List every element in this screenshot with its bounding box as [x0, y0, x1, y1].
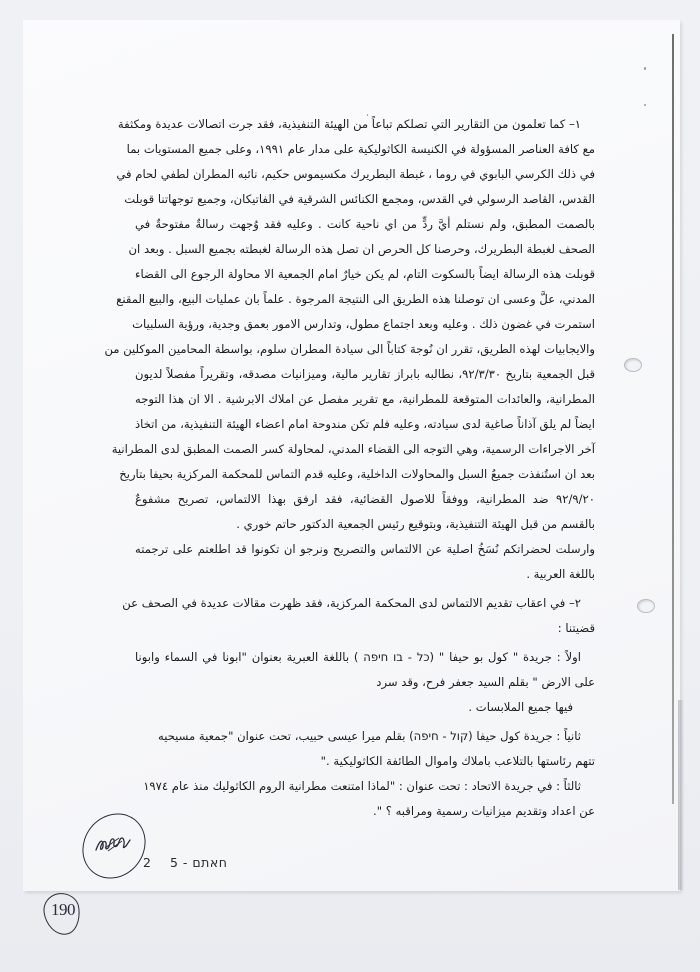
text-line: تتهم رئاستها بالتلاعب باملاك واموال الطائفة الكاثوليكية .": [320, 754, 595, 768]
text-line: بعد ان استُنفذت جميعُ السبل والمحاولات الداخلية، وعليه قدم التماس للمحكمة المركزية بحيفا بتاريخ: [119, 467, 595, 481]
text-line: ١– كما تعلمون من التقارير التي تصلكم تباعاً من الهيئة التنفيذية، فقد جرت اتصالات عديدة ومكثفة: [117, 117, 581, 131]
text-line: استمرت في غضون ذلك . وعليه وبعد اجتماع مطول، وتدارس الامور بعمق وجدية، ورؤية السلبيات: [132, 317, 595, 331]
text-line: اولاً : جريدة " كول بو حيفا " (כל - בו חיפה ) باللغة العبرية بعنوان "ابونا في السماء وابونا: [135, 650, 581, 664]
text-line: ٩٢/٩/٢٠ ضد المطرانية، ووفقاً للاصول القضائية، فقد ارفق بهذا الالتماس، تصريح مشفوعٌ: [135, 492, 595, 506]
text-line: ٢– في اعقاب تقديم الالتماس لدى المحكمة المركزية، فقد ظهرت مقالات عديدة في الصحف عن: [122, 596, 581, 610]
reference-label: חאתם - 5: [169, 855, 228, 870]
text-line: بالقسم من قبل الهيئة التنفيذية، وبتوقيع رئيس الجمعية الدكتور حاتم خوري .: [236, 517, 595, 531]
text-line: قوبلت هذه الرسالة ايضاً بالسكوت التام، لم يكن خيارٌ امام الجمعية الا محاولة الرجوع الى القضاء: [135, 267, 595, 281]
text-line: قبل الجمعية بتاريخ ٩٢/٣/٣٠، نطالبه بابراز تقارير مالية، وميزانيات مصدقه، وتقريراً مفصلاً لديون: [135, 367, 595, 381]
text-line: الصحف لغبطة البطريرك، وحرصنا كل الحرص ان تصل هذه الرسالة لغبطته بجميع السبل . وبعد ان: [128, 242, 595, 256]
text-line: ايضاً لم يلق آذاناً صاغية لدى سيادته، وعليه فلم تكن مندوحة امام اعضاء الهيئة التنفيذية، من اتخاذ: [135, 417, 595, 431]
press-item-third: [135, 774, 595, 824]
document-reference-code: [143, 855, 227, 870]
press-item-first: [135, 645, 595, 720]
press-item-second: [135, 724, 595, 774]
paragraph-1: [104, 112, 595, 587]
punch-hole-bottom: [637, 599, 655, 613]
punch-hole-top: [624, 358, 642, 372]
text-line: في ذلك الكرسي البابوي في روما ، غبطة البطريرك مكسيموس حكيم، نائبه المطران لطفي لحام في: [116, 167, 595, 181]
text-line: القدس، القاصد الرسولي في القدس، ومجمع الكنائس الشرقية في الفاتيكان، وجميع توجهاتنا قوبلت: [124, 192, 595, 206]
page-edge-line: [672, 34, 674, 804]
text-line: ثالثاً : في جريدة الاتحاد : تحت عنوان : "لماذا امتنعت مطرانية الروم الكاثوليك منذ عام ١٩٧٤: [143, 779, 581, 793]
text-line: قضيتنا :: [557, 621, 595, 635]
letter-body: [104, 112, 595, 824]
handwritten-page-number: 190: [51, 900, 75, 919]
text-line: ثانياً : جريدة كول حيفا (קול - חיפה) بقلم ميرا عيسى حبيب، تحت عنوان "جمعية مسيحيه: [157, 729, 581, 743]
paragraph-2: [122, 591, 595, 641]
paper-speck: [644, 104, 646, 106]
page-shadow: [678, 700, 684, 890]
text-line: والايجابيات لهذه الطريق، تقرر ان نُوجهَ كتاباً الى سيادة المطران سلوم، بواسطة المحامين الموكلين من: [104, 342, 595, 356]
text-line: فيها جميع الملابسات .: [468, 700, 573, 714]
text-line: وارسلت لحضراتكم نُسَخُ اصلية عن الالتماس والتصريح ونرجو ان تكونوا قد اطلعتم على ترجمته: [135, 542, 595, 556]
reference-number: 2: [143, 855, 152, 870]
text-line: المدني، علَّ وعسى ان توصلنا هذه الطريق الى النتيجة المرجوة . علماً بان عمليات البيع، والبيع المقنع: [116, 292, 595, 306]
text-line: باللغة العربية .: [526, 567, 595, 581]
text-line: آخر الاجراءات الرسمية، وهي التوجه الى القضاء المدني، لمحاولة كسر الصمت المطبق لدى المطرانية: [111, 442, 595, 456]
text-line: المطرانية، والعائدات المتوقعة للمطرانية، مع تقرير مفصل عن املاك الابرشية . الا ان هذا التوجه: [135, 392, 595, 406]
text-line: على الارض " بقلم السيد جعفر فرح، وقد سرد: [376, 675, 595, 689]
text-line: بالصمت المطبق، ولم نستلم أيَّ ردٍّ من اي ناحية كانت . وعليه فقد وُجهت رسالةٌ مفتوحةٌ في: [135, 217, 595, 231]
handwritten-signature-icon: [93, 832, 133, 856]
paper-speck: [644, 67, 646, 70]
text-line: مع كافة العناصر المسؤولة في الكنيسة الكاثوليكية على مدار عام ١٩٩١، وعلى جميع المستويات بما: [126, 142, 595, 156]
text-line: عن اعداد وتقديم ميزانيات رسمية ومراقبه ؟ ".: [373, 804, 595, 818]
